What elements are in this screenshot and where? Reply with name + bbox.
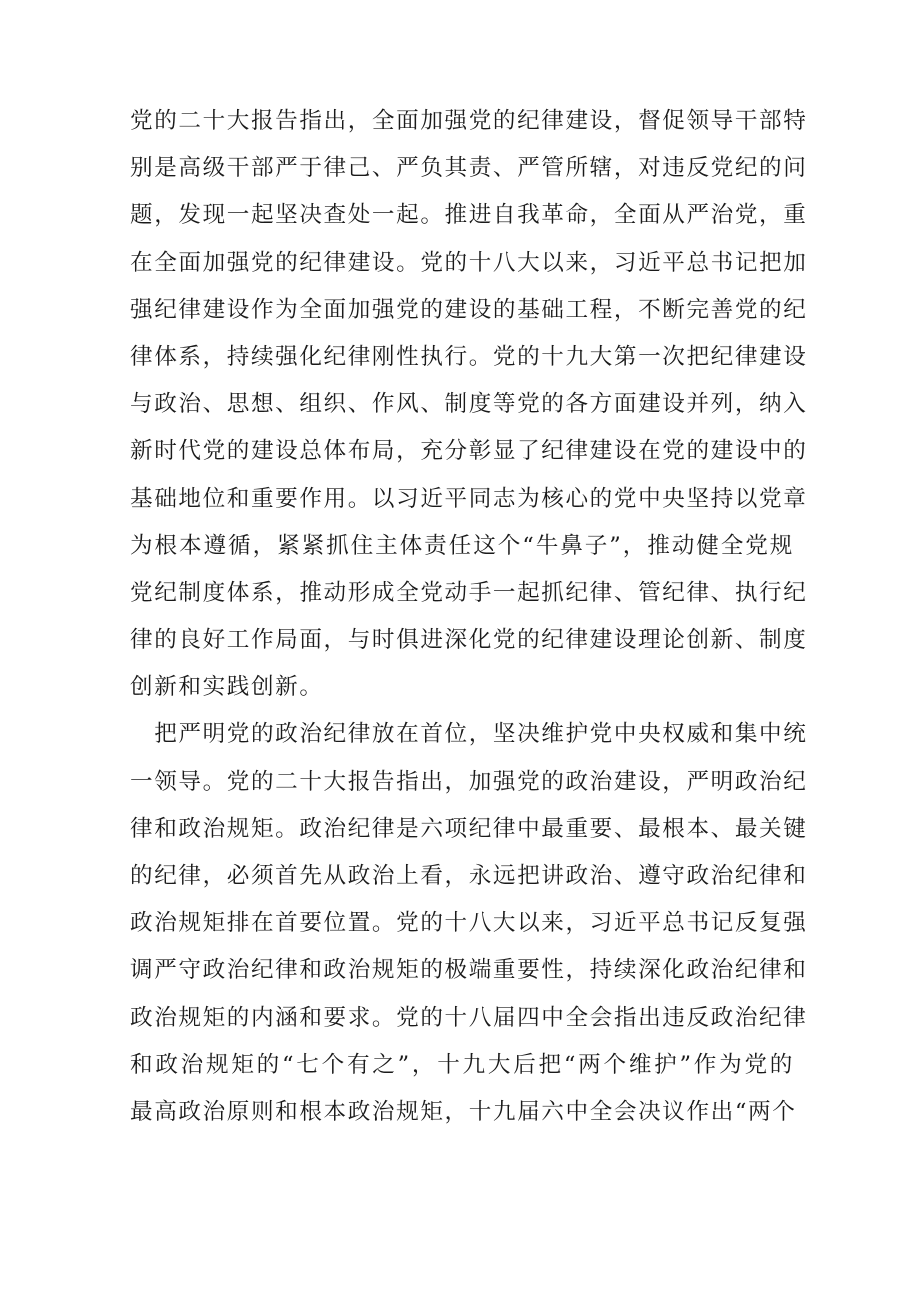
document-body	[130, 98, 808, 1136]
paragraph-1-line-1: 党的二十大报告指出，全面加强党的纪律建设，督促领导干部特	[130, 108, 808, 134]
paragraph-2-line-9: 最高政治原则和根本政治规矩，十九届六中全会决议作出“两个	[130, 1098, 797, 1125]
paragraph-2-line-1: 把严明党的政治纪律放在首位，坚决维护党中央权威和集中统	[130, 721, 808, 748]
paragraph-1-line-10: 为根本遵循，紧紧抓住主体责任这个“牛鼻子”，推动健全党规	[130, 532, 794, 559]
paragraph-2-line-6: 调严守政治纪律和政治规矩的极端重要性，持续深化政治纪律和	[130, 957, 808, 984]
paragraph-2-line-4: 的纪律，必须首先从政治上看，永远把讲政治、遵守政治纪律和	[130, 863, 808, 889]
paragraph-1-line-9: 基础地位和重要作用。以习近平同志为核心的党中央坚持以党章	[130, 485, 808, 512]
paragraph-1-line-4: 在全面加强党的纪律建设。党的十八大以来，习近平总书记把加	[130, 249, 808, 276]
paragraph-2-line-3: 律和政治规矩。政治纪律是六项纪律中最重要、最根本、最关键	[130, 815, 808, 842]
paragraph-1-line-3: 题，发现一起坚决查处一起。推进自我革命，全面从严治党，重	[130, 202, 808, 229]
paragraph-2-line-5: 政治规矩排在首要位置。党的十八大以来，习近平总书记反复强	[130, 910, 808, 937]
paragraph-1-line-11: 党纪制度体系，推动形成全党动手一起抓纪律、管纪律、执行纪	[130, 579, 808, 606]
paragraph-1-line-8: 新时代党的建设总体布局，充分彰显了纪律建设在党的建设中的	[130, 438, 808, 465]
paragraph-1-line-7: 与政治、思想、组织、作风、制度等党的各方面建设并列，纳入	[130, 391, 808, 418]
paragraph-1-line-13: 创新和实践创新。	[130, 674, 324, 701]
paragraph-2	[130, 711, 808, 1136]
paragraph-2-line-8: 和政治规矩的“七个有之”，十九大后把“两个维护”作为党的	[130, 1051, 794, 1078]
paragraph-1	[130, 98, 808, 711]
paragraph-1-line-2: 别是高级干部严于律己、严负其责、严管所辖，对违反党纪的问	[130, 155, 808, 182]
paragraph-1-line-6: 律体系，持续强化纪律刚性执行。党的十九大第一次把纪律建设	[130, 343, 808, 370]
paragraph-1-line-12: 律的良好工作局面，与时俱进深化党的纪律建设理论创新、制度	[130, 627, 808, 654]
paragraph-2-line-2: 一领导。党的二十大报告指出，加强党的政治建设，严明政治纪	[130, 768, 808, 795]
paragraph-2-line-7: 政治规矩的内涵和要求。党的十八届四中全会指出违反政治纪律	[130, 1004, 808, 1031]
paragraph-1-line-5: 强纪律建设作为全面加强党的建设的基础工程，不断完善党的纪	[130, 296, 808, 323]
